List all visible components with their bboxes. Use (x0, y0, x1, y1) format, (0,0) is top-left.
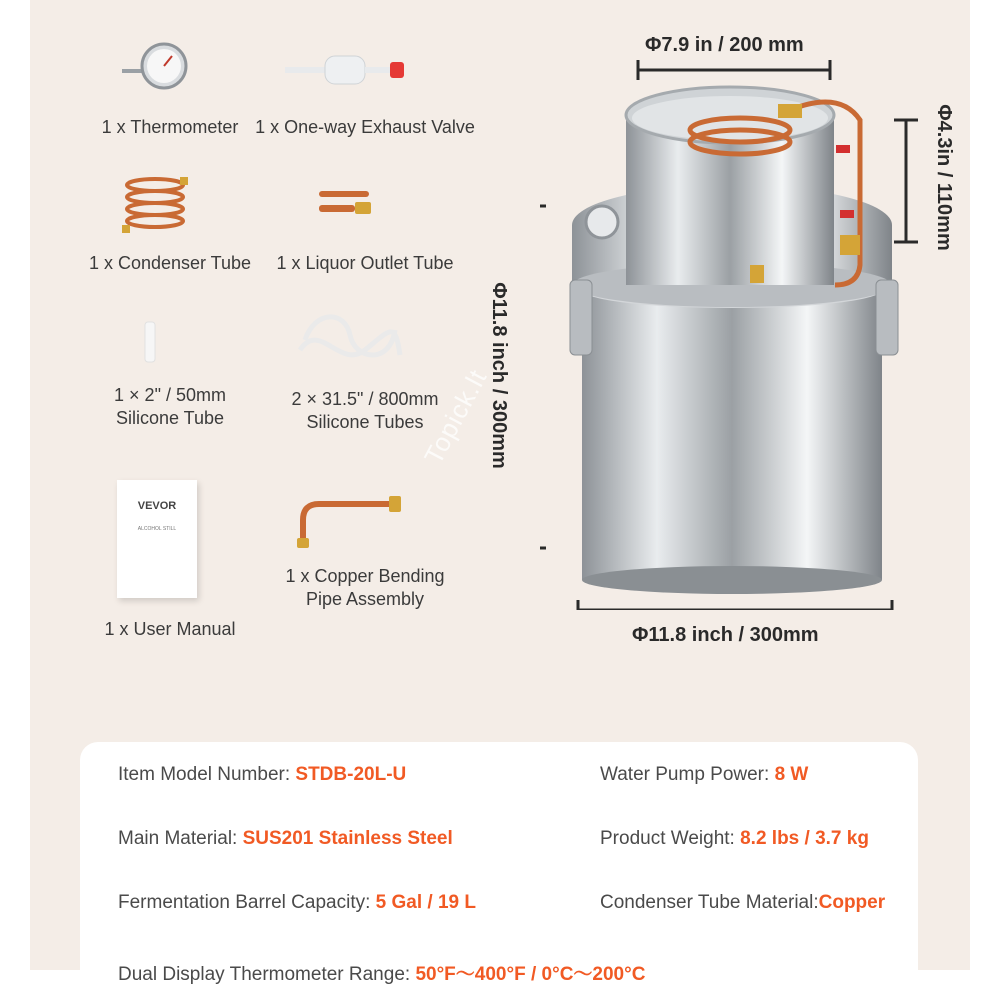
spec-label: Product Weight: (600, 828, 741, 849)
spec-thermometer-range (118, 959, 645, 986)
part-label-line2: Silicone Tube (115, 408, 225, 428)
part-label: 1 x Condenser Tube (88, 253, 252, 273)
distiller-illustration (540, 50, 920, 610)
part-long-silicone-tubes (275, 310, 455, 430)
dim-label-top-height: Φ4.3in / 110mm (932, 104, 955, 251)
part-label-line2: Silicone Tubes (306, 412, 424, 432)
spec-label: Item Model Number: (118, 764, 296, 785)
part-label: 1 x Liquor Outlet Tube (276, 253, 454, 273)
spec-label: Main Material: (118, 828, 243, 849)
spec-label: Fermentation Barrel Capacity: (118, 892, 376, 913)
spec-model (118, 764, 406, 786)
part-exhaust-valve (255, 38, 475, 138)
part-label (235, 565, 495, 611)
spec-value: Copper (818, 892, 886, 913)
spec-card (80, 742, 918, 1000)
spec-value: 8 W (774, 764, 809, 785)
long-silicone-tubes-icon (295, 310, 405, 370)
manual-brand: VEVOR (137, 500, 177, 512)
dim-label-barrel-width: Φ11.8 inch / 300mm (632, 624, 819, 646)
part-label-line1: 1 x Copper Bending (285, 566, 445, 586)
spec-value: SUS201 Stainless Steel (242, 828, 453, 849)
part-label-line1: 2 × 31.5" / 800mm (291, 389, 439, 409)
outlet-tube-icon (315, 187, 385, 217)
part-short-silicone-tube (80, 320, 260, 440)
spec-value: STDB-20L-U (295, 764, 407, 785)
part-liquor-outlet (275, 175, 455, 275)
dim-label-barrel-height: Φ11.8 inch / 300mm (487, 282, 510, 469)
part-thermometer (80, 38, 260, 138)
exhaust-valve-icon (285, 50, 415, 90)
part-label: 1 x Thermometer (101, 117, 239, 137)
spec-capacity (118, 892, 476, 914)
part-label: 1 x One-way Exhaust Valve (255, 117, 475, 137)
thermometer-icon (120, 38, 190, 98)
copper-bend-pipe-icon (295, 490, 405, 550)
dim-label-top-width: Φ7.9 in / 200 mm (645, 34, 804, 56)
spec-label: Water Pump Power: (600, 764, 775, 785)
part-label-line1: 1 × 2" / 50mm (114, 385, 226, 405)
spec-material (118, 828, 453, 850)
user-manual-icon (117, 480, 197, 598)
spec-value: 8.2 lbs / 3.7 kg (740, 828, 869, 849)
watermark: Topick.lt (418, 364, 493, 470)
part-label: 1 x User Manual (104, 619, 236, 639)
spec-value: 5 Gal / 19 L (375, 892, 476, 913)
manual-subtitle: ALCOHOL STILL (137, 526, 177, 532)
spec-condenser-material (600, 892, 885, 914)
spec-pump-power (600, 764, 808, 786)
part-condenser-tube (80, 175, 260, 275)
part-label-line2: Pipe Assembly (305, 589, 425, 609)
part-copper-bend-pipe (275, 490, 455, 620)
spec-weight (600, 828, 869, 850)
part-user-manual (80, 480, 260, 640)
spec-label: Condenser Tube Material: (600, 892, 819, 913)
spec-value: 50°F～400°F / 0°C～200°C (415, 964, 646, 985)
spec-label: Dual Display Thermometer Range: (118, 964, 416, 985)
short-silicone-tube-icon (140, 320, 160, 365)
condenser-coil-icon (120, 175, 190, 235)
